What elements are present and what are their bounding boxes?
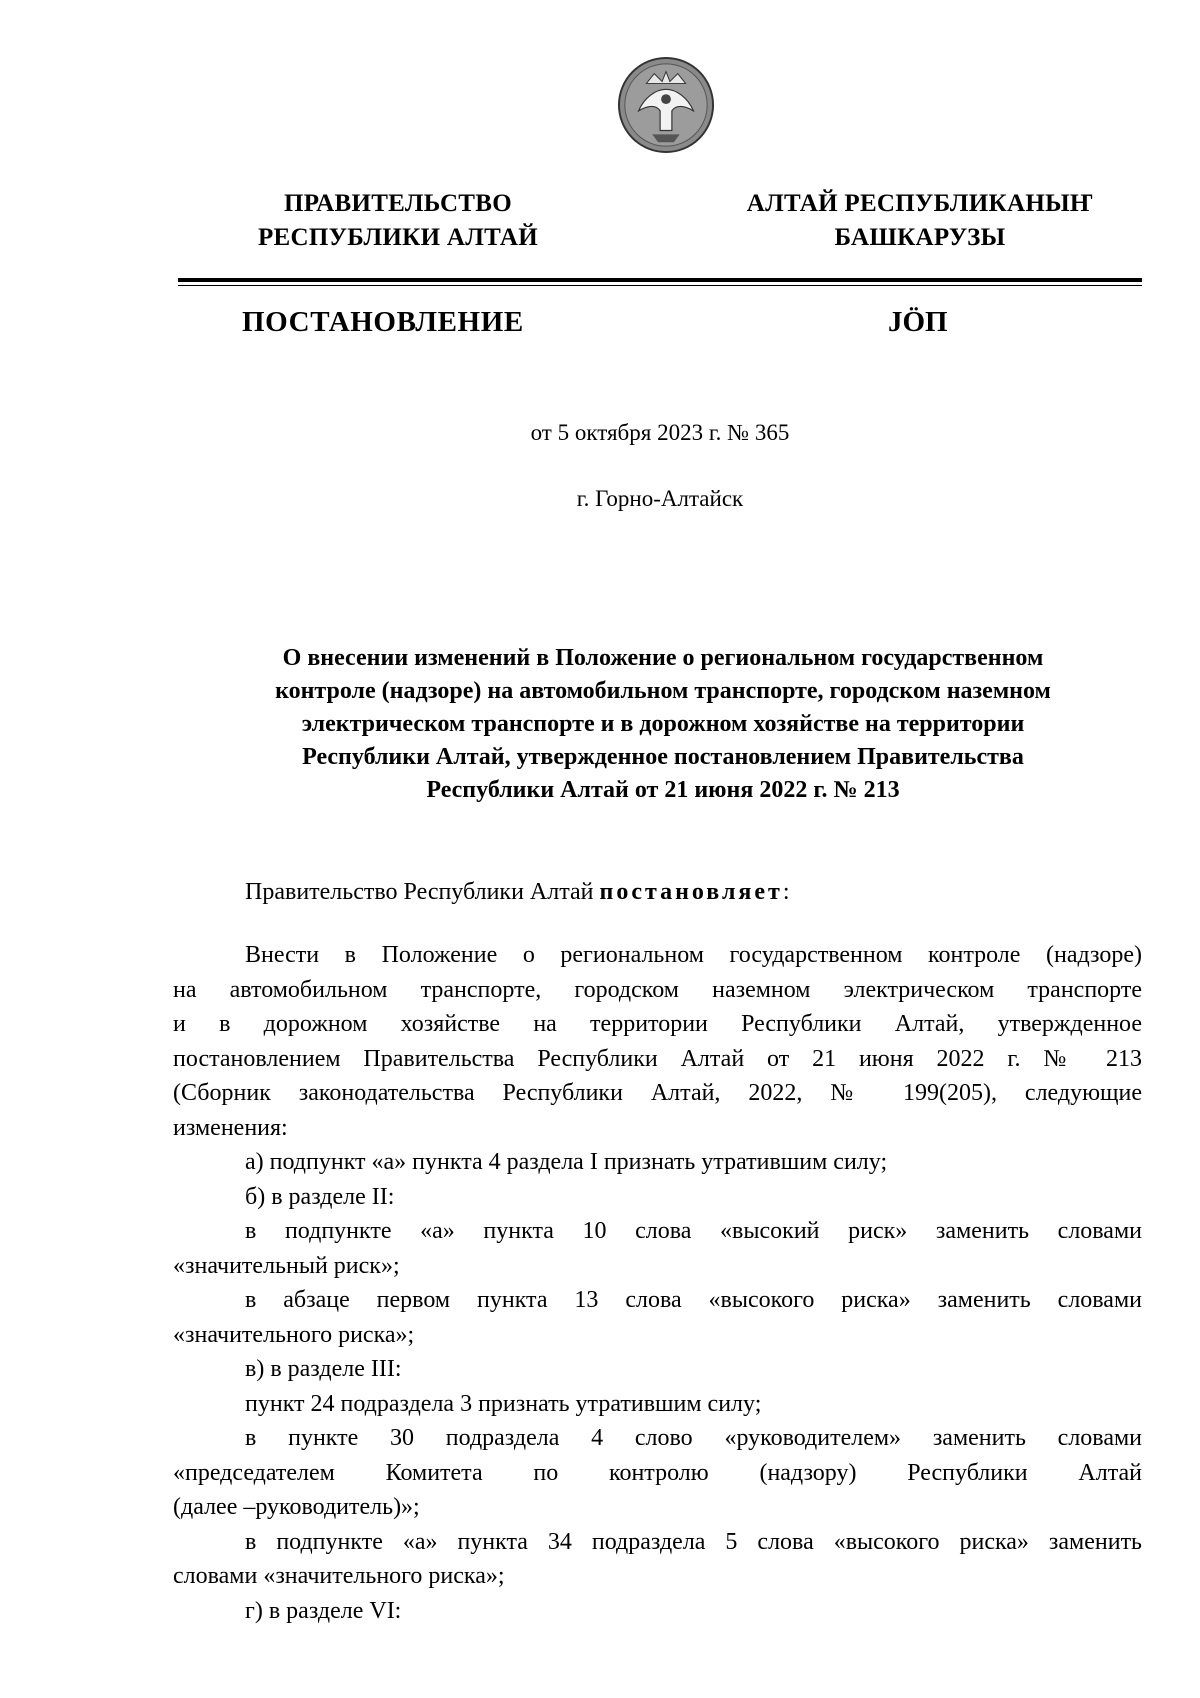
body-line: в абзаце первом пункта 13 слова «высокого риска» заменить словами bbox=[245, 1287, 1142, 1313]
body-line: словами «значительного риска»; bbox=[173, 1563, 505, 1589]
header-right-line-1: АЛТАЙ РЕСПУБЛИКАНЫҤ bbox=[746, 190, 1094, 217]
title-line: О внесении изменений в Положение о региональном государственном bbox=[282, 645, 1044, 671]
body-line: в) в разделе III: bbox=[245, 1356, 402, 1382]
body-line: в пункте 30 подраздела 4 слово «руководителем» заменить словами bbox=[245, 1425, 1142, 1451]
body-line: «значительный риск»; bbox=[173, 1252, 400, 1279]
preamble-end: : bbox=[782, 879, 790, 905]
title-line: электрическом транспорте и в дорожном хозяйстве на территории bbox=[301, 711, 1025, 737]
body-line: г) в разделе VI: bbox=[245, 1597, 402, 1624]
header-rule-thick bbox=[178, 278, 1142, 282]
doc-type-alt: JӦП bbox=[888, 306, 948, 338]
doc-type-ru: ПОСТАНОВЛЕНИЕ bbox=[242, 306, 524, 338]
body-line: Внести в Положение о региональном государственном контроле (надзоре) bbox=[245, 942, 1142, 968]
body-line: «председателем Комитета по контролю (надзору) Республики Алтай bbox=[173, 1459, 1142, 1486]
header-right-alt bbox=[730, 187, 1110, 255]
preamble-emphasis: постановляет bbox=[599, 879, 783, 905]
header-right-line-2: БАШКАРУЗЫ bbox=[834, 224, 1006, 251]
body-line: изменения: bbox=[173, 1114, 288, 1141]
date-number-line: от 5 октября 2023 г. № 365 bbox=[530, 420, 790, 445]
body-line: (Сборник законодательства Республики Алтай, 2022, № 199(205), следующие bbox=[173, 1080, 1142, 1106]
body-line: в подпункте «а» пункта 34 подраздела 5 слова «высокого риска» заменить bbox=[245, 1528, 1142, 1555]
body-line: пункт 24 подраздела 3 признать утратившим силу; bbox=[245, 1390, 762, 1417]
body-line: а) подпункт «а» пункта 4 раздела I признать утратившим силу; bbox=[245, 1149, 888, 1175]
body-line: и в дорожном хозяйстве на территории Республики Алтай, утвержденное bbox=[173, 1011, 1142, 1037]
preamble-text: Правительство Республики Алтай bbox=[245, 879, 600, 905]
header-left-ru bbox=[228, 187, 568, 255]
title-line: контроле (надзоре) на автомобильном транспорте, городском наземном bbox=[275, 678, 1051, 704]
title-line: Республики Алтай от 21 июня 2022 г. № 213 bbox=[426, 777, 900, 803]
body-line: постановлением Правительства Республики Алтай от 21 июня 2022 г. № 213 bbox=[173, 1045, 1142, 1072]
body-line: (далее –руководитель)»; bbox=[173, 1494, 420, 1520]
header-left-line-1: ПРАВИТЕЛЬСТВО bbox=[284, 190, 512, 217]
header-left-line-2: РЕСПУБЛИКИ АЛТАЙ bbox=[257, 224, 538, 251]
document-title bbox=[188, 642, 1138, 807]
preamble bbox=[245, 875, 790, 909]
body-line: б) в разделе II: bbox=[245, 1183, 395, 1210]
body-text bbox=[173, 938, 1142, 1628]
title-line: Республики Алтай, утвержденное постановлением Правительства bbox=[302, 744, 1024, 770]
coat-of-arms-emblem bbox=[617, 56, 715, 154]
place-line: г. Горно-Алтайск bbox=[576, 486, 744, 511]
body-line: «значительного риска»; bbox=[173, 1321, 415, 1348]
header-rule-thin bbox=[178, 285, 1142, 286]
body-line: в подпункте «а» пункта 10 слова «высокий риск» заменить словами bbox=[245, 1218, 1142, 1244]
body-line: на автомобильном транспорте, городском наземном электрическом транспорте bbox=[173, 976, 1142, 1003]
